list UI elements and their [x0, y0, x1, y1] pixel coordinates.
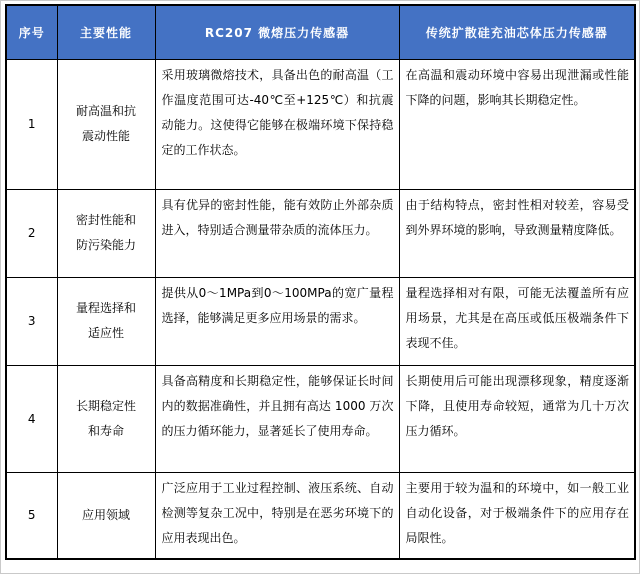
cell-serial-number: 1 — [6, 59, 57, 189]
table-row — [6, 59, 635, 189]
table-row — [6, 472, 635, 559]
cell-serial-number: 2 — [6, 189, 57, 277]
cell-rc207-description: 提供从0～1MPa到0～100MPa的宽广量程选择，能够满足更多应用场景的需求。 — [155, 277, 399, 365]
cell-traditional-description: 量程选择相对有限，可能无法覆盖所有应用场景，尤其是在高压或低压极端条件下表现不佳。 — [399, 277, 635, 365]
cell-traditional-description: 在高温和震动环境中容易出现泄漏或性能下降的问题，影响其长期稳定性。 — [399, 59, 635, 189]
cell-serial-number: 4 — [6, 365, 57, 472]
header-main-performance: 主要性能 — [57, 5, 155, 59]
header-traditional-sensor: 传统扩散硅充油芯体压力传感器 — [399, 5, 635, 59]
cell-rc207-description: 具备高精度和长期稳定性，能够保证长时间内的数据准确性，并且拥有高达 1000 万次的压力循环能力，显著延长了使用寿命。 — [155, 365, 399, 472]
cell-feature-name: 应用领域 — [57, 472, 155, 559]
cell-feature-name: 密封性能和防污染能力 — [57, 189, 155, 277]
cell-traditional-description: 由于结构特点，密封性相对较差，容易受到外界环境的影响，导致测量精度降低。 — [399, 189, 635, 277]
cell-rc207-description: 广泛应用于工业过程控制、液压系统、自动检测等复杂工况中，特别是在恶劣环境下的应用表现出色。 — [155, 472, 399, 559]
table-row — [6, 277, 635, 365]
cell-feature-name: 耐高温和抗震动性能 — [57, 59, 155, 189]
sensor-comparison-table — [5, 4, 636, 560]
header-serial-number: 序号 — [6, 5, 57, 59]
cell-feature-name: 长期稳定性和寿命 — [57, 365, 155, 472]
cell-rc207-description: 采用玻璃微熔技术，具备出色的耐高温（工作温度范围可达-40℃至+125℃）和抗震动能力。这使得它能够在极端环境下保持稳定的工作状态。 — [155, 59, 399, 189]
table-header-row — [6, 5, 635, 59]
cell-feature-name: 量程选择和适应性 — [57, 277, 155, 365]
header-rc207-sensor: RC207 微熔压力传感器 — [155, 5, 399, 59]
cell-traditional-description: 主要用于较为温和的环境中，如一般工业自动化设备，对于极端条件下的应用存在局限性。 — [399, 472, 635, 559]
cell-serial-number: 3 — [6, 277, 57, 365]
cell-traditional-description: 长期使用后可能出现漂移现象，精度逐渐下降，且使用寿命较短，通常为几十万次压力循环。 — [399, 365, 635, 472]
table-row — [6, 189, 635, 277]
table-row — [6, 365, 635, 472]
cell-rc207-description: 具有优异的密封性能，能有效防止外部杂质进入，特别适合测量带杂质的流体压力。 — [155, 189, 399, 277]
cell-serial-number: 5 — [6, 472, 57, 559]
